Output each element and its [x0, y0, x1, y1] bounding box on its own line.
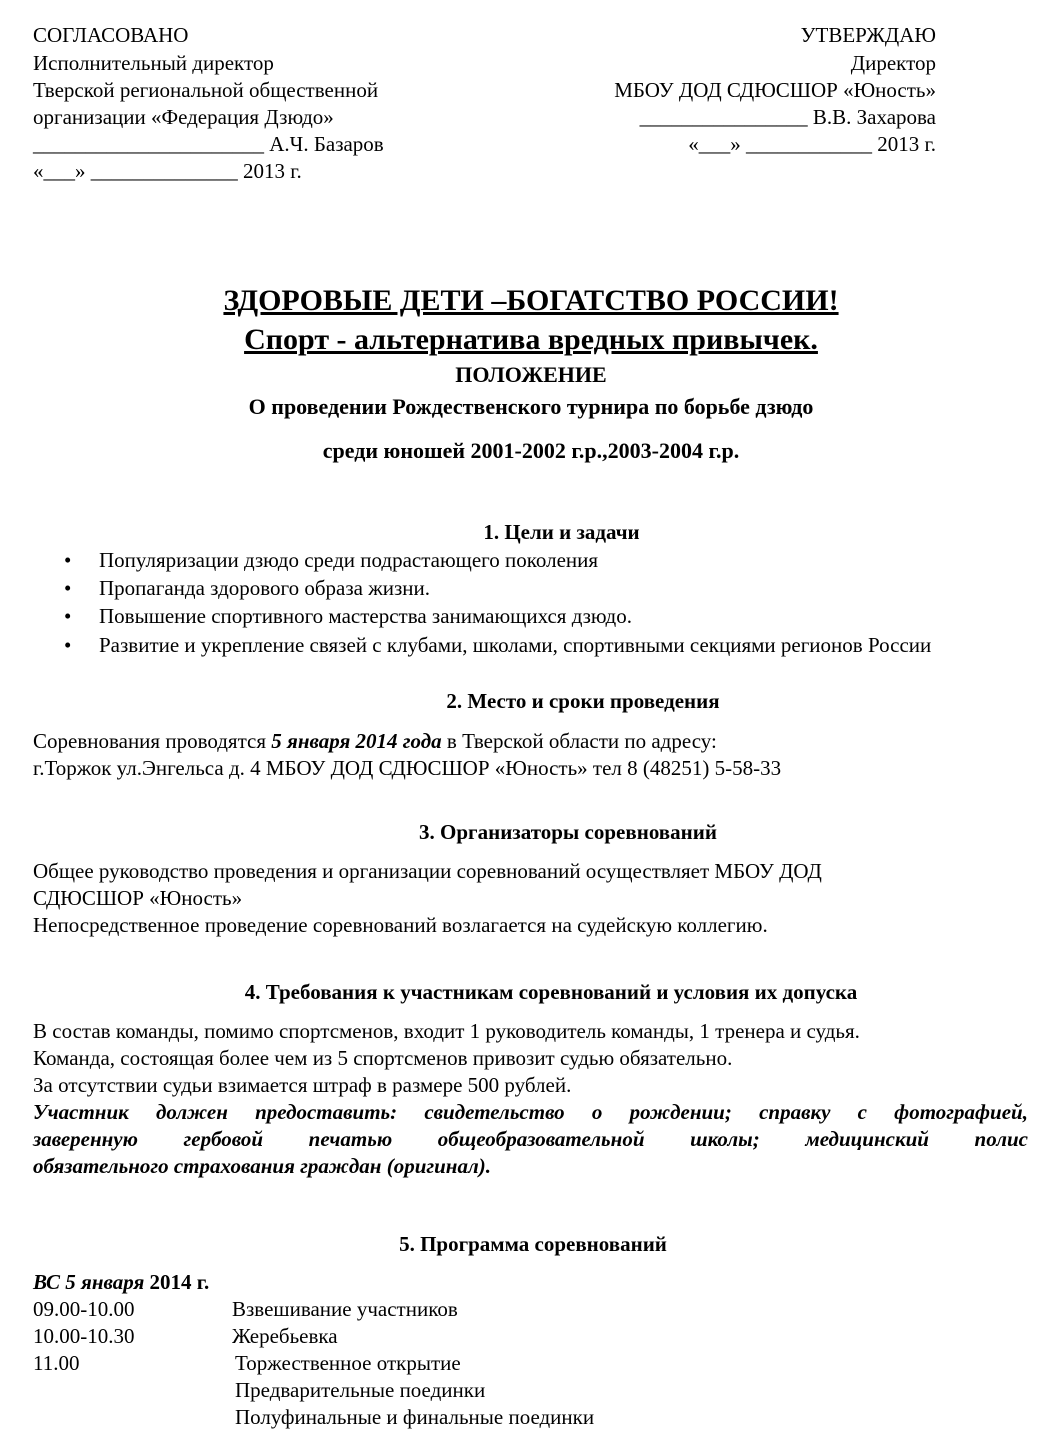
approval-left-signature: ______________________ А.Ч. Базаров [33, 132, 384, 156]
schedule-event: Жеребьевка [232, 1324, 338, 1348]
section2-heading: 2. Место и сроки проведения [446, 689, 720, 713]
program-day [33, 1269, 209, 1296]
slogan-subtitle: Спорт - альтернатива вредных привычек. [244, 323, 818, 356]
approval-left-org-line1: Тверской региональной общественной [33, 78, 379, 102]
schedule-event: Торжественное открытие [235, 1351, 461, 1375]
section3-heading: 3. Организаторы соревнований [419, 820, 717, 844]
section5-heading: 5. Программа соревнований [399, 1232, 667, 1256]
approval-right-date: «___» ____________ 2013 г. [688, 132, 936, 156]
list-item: Пропаганда здорового образа жизни. [99, 576, 431, 600]
requirements-line1: Участник должен предоставить: свидетельство о рождении; справку с фотографией, [33, 1100, 1028, 1124]
approval-right-org: МБОУ ДОД СДЮСШОР «Юность» [614, 78, 936, 102]
section4-text-line1: В состав команды, помимо спортсменов, входит 1 руководитель команды, 1 тренера и судья. [33, 1019, 860, 1043]
approval-left-label: СОГЛАСОВАНО [33, 23, 189, 47]
section2-dates-line [33, 728, 717, 755]
section3-text-line2: СДЮСШОР «Юность» [33, 886, 243, 910]
approval-left-date: «___» ______________ 2013 г. [33, 159, 302, 183]
section4-heading: 4. Требования к участникам соревнований и условия их допуска [244, 980, 858, 1004]
event-date: 5 января 2014 года [271, 729, 442, 753]
bullet-icon: • [64, 633, 72, 657]
requirements-line2: заверенную гербовой печатью общеобразовательной школы; медицинский полис [33, 1127, 1028, 1151]
list-item: Популяризации дзюдо среди подрастающего поколения [99, 548, 599, 572]
list-item: Развитие и укрепление связей с клубами, школами, спортивными секциями регионов России [99, 633, 932, 657]
section3-text-line1: Общее руководство проведения и организации соревнований осуществляет МБОУ ДОД [33, 859, 822, 883]
list-item: Повышение спортивного мастерства занимающихся дзюдо. [99, 604, 632, 628]
schedule-time: 09.00-10.00 [33, 1297, 135, 1321]
approval-right-label: УТВЕРЖДАЮ [800, 23, 936, 47]
section4-text-line2: Команда, состоящая более чем из 5 спортсменов привозит судью обязательно. [33, 1046, 733, 1070]
schedule-event: Взвешивание участников [232, 1297, 458, 1321]
approval-left-position: Исполнительный директор [33, 51, 274, 75]
section3-text-line3: Непосредственное проведение соревнований возлагается на судейскую коллегию. [33, 913, 768, 937]
approval-left-org-line2: организации «Федерация Дзюдо» [33, 105, 334, 129]
bullet-icon: • [64, 576, 72, 600]
slogan-title: ЗДОРОВЫЕ ДЕТИ –БОГАТСТВО РОССИИ! [223, 284, 839, 317]
requirements-line3: обязательного страхования граждан (оригинал). [33, 1154, 491, 1178]
approval-right-position: Директор [850, 51, 936, 75]
section4-text-line3: За отсутствии судьи взимается штраф в размере 500 рублей. [33, 1073, 572, 1097]
approval-right-signature: ________________ В.В. Захарова [639, 105, 936, 129]
section2-text-before: Соревнования проводятся [33, 729, 272, 753]
document-subject-line2: среди юношей 2001-2002 г.р.,2003-2004 г.р. [322, 438, 740, 463]
program-day-date: ВС 5 января [33, 1270, 145, 1294]
schedule-time: 11.00 [33, 1351, 80, 1375]
section2-text-after: в Тверской области по адресу: [441, 729, 717, 753]
document-type: ПОЛОЖЕНИЕ [455, 362, 607, 387]
section1-heading: 1. Цели и задачи [483, 520, 640, 544]
event-address: г.Торжок ул.Энгельса д. 4 МБОУ ДОД СДЮСШОР «Юность» тел 8 (48251) 5-58-33 [33, 756, 782, 780]
bullet-icon: • [64, 604, 72, 628]
document-subject-line1: О проведении Рождественского турнира по борьбе дзюдо [248, 394, 814, 419]
bullet-icon: • [64, 548, 72, 572]
schedule-event: Полуфинальные и финальные поединки [235, 1405, 595, 1429]
program-day-year: 2014 г. [144, 1270, 210, 1294]
schedule-event: Предварительные поединки [235, 1378, 486, 1402]
schedule-time: 10.00-10.30 [33, 1324, 135, 1348]
